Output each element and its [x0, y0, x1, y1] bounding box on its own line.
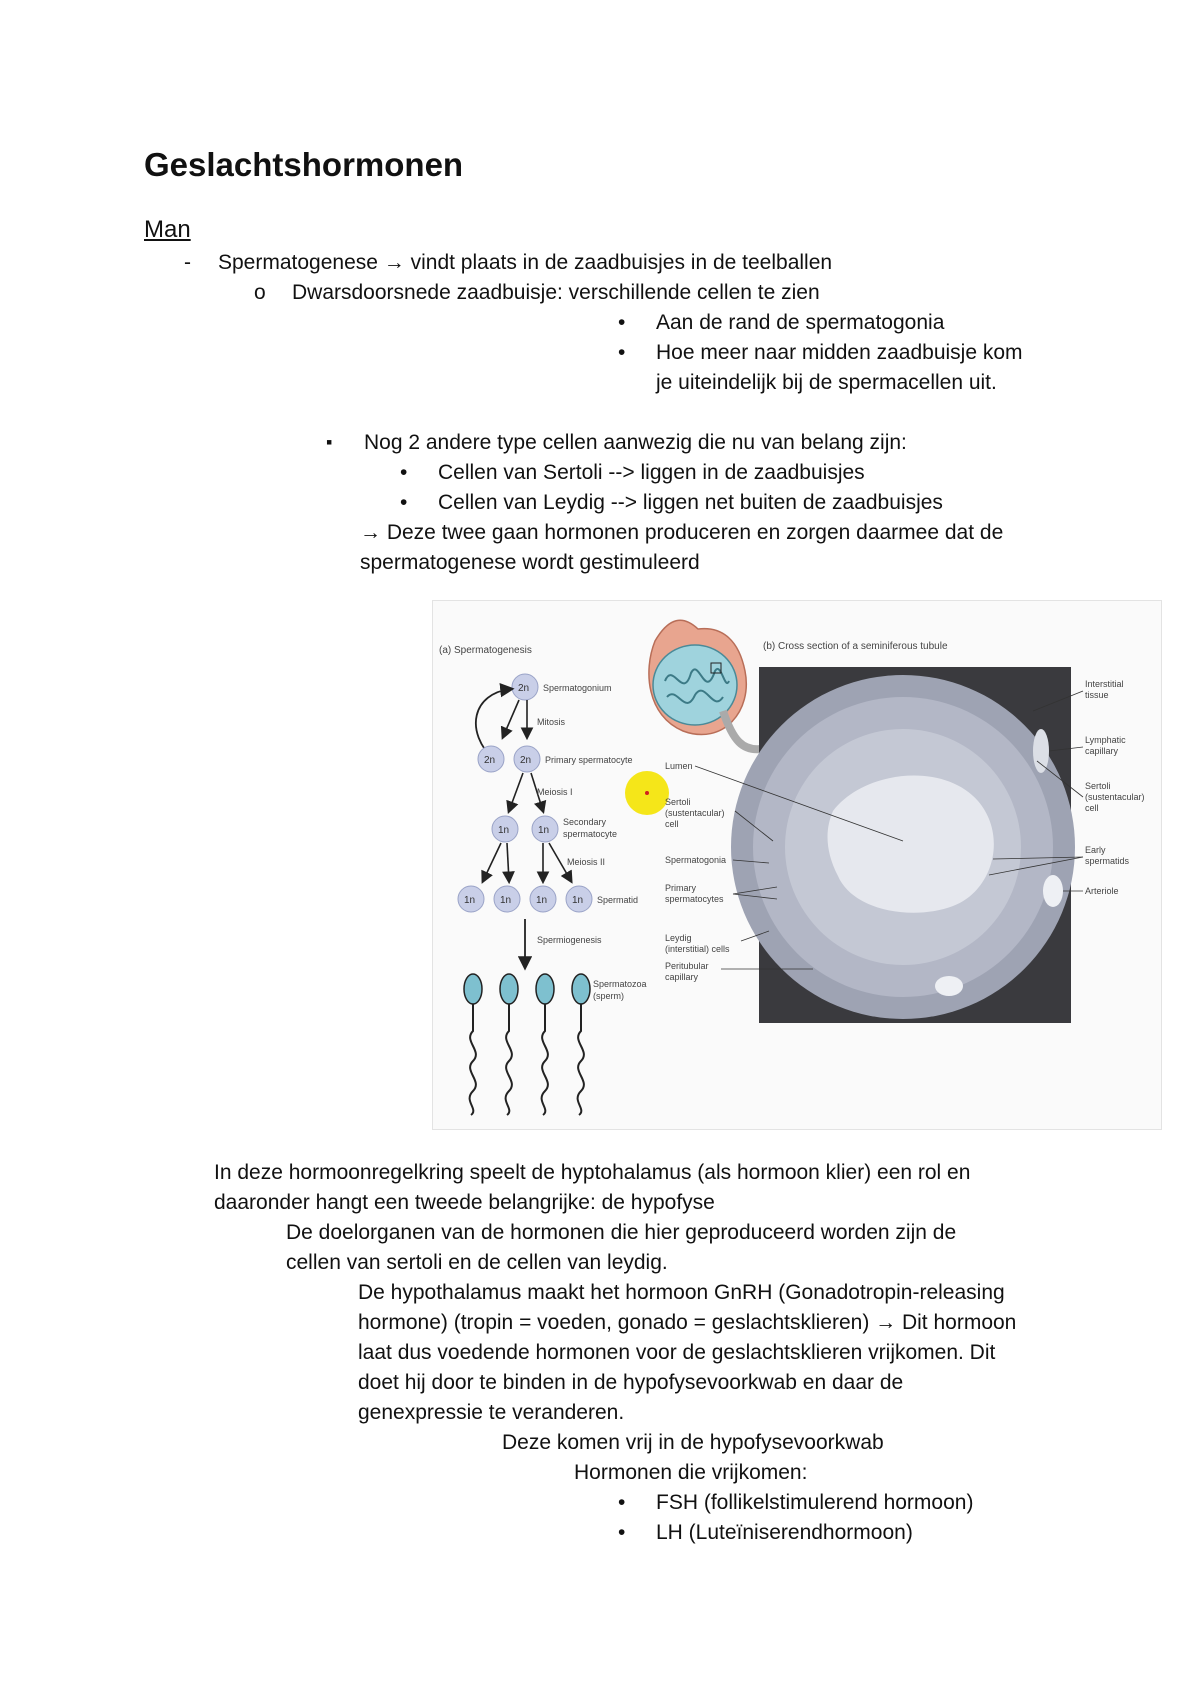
arrow-line-continuation: spermatogenese wordt gestimuleerd — [360, 551, 700, 574]
svg-text:Mitosis: Mitosis — [537, 717, 566, 727]
svg-text:2n: 2n — [484, 755, 496, 766]
svg-text:Leydig: Leydig — [665, 933, 692, 943]
svg-text:Spermiogenesis: Spermiogenesis — [537, 935, 602, 945]
section-heading: Man — [144, 216, 191, 243]
paragraph-line: Deze komen vrij in de hypofysevoorkwab — [502, 1431, 884, 1454]
svg-text:Meiosis II: Meiosis II — [567, 857, 606, 867]
svg-text:(sperm): (sperm) — [593, 991, 624, 1001]
figure-title-b: (b) Cross section of a seminiferous tubule — [763, 641, 948, 652]
svg-text:spermatocyte: spermatocyte — [563, 829, 618, 839]
paragraph-line: In deze hormoonregelkring speelt de hyptohalamus (als hormoon klier) een rol en — [214, 1161, 971, 1184]
svg-text:Spermatozoa: Spermatozoa — [593, 979, 647, 989]
paragraph-line: doet hij door te binden in de hypofysevoorkwab en daar de — [358, 1371, 904, 1394]
list-item: Cellen van Leydig --> liggen net buiten de zaadbuisjes — [438, 491, 943, 514]
list-item: Nog 2 andere type cellen aanwezig die nu van belang zijn: — [364, 431, 907, 454]
svg-text:Spermatogonium: Spermatogonium — [543, 683, 612, 693]
svg-text:Sertoli: Sertoli — [1085, 781, 1111, 791]
paragraph-line: De doelorganen van de hormonen die hier geproduceerd worden zijn de — [286, 1221, 957, 1244]
cross-section-micrograph — [731, 667, 1075, 1023]
svg-text:Spermatid: Spermatid — [597, 895, 639, 905]
spermatogenesis-figure — [432, 600, 1162, 1130]
svg-text:Early: Early — [1085, 845, 1106, 855]
dot-bullet: • — [618, 1491, 626, 1514]
svg-text:Secondary: Secondary — [563, 817, 607, 827]
svg-text:capillary: capillary — [665, 972, 699, 982]
svg-text:(sustentacular): (sustentacular) — [665, 808, 725, 818]
svg-text:Spermatogonia: Spermatogonia — [665, 855, 727, 865]
dash-bullet: - — [184, 251, 191, 274]
page-title: Geslachtshormonen — [144, 146, 464, 183]
svg-text:1n: 1n — [464, 895, 476, 906]
testis-drawing — [649, 620, 761, 749]
svg-text:1n: 1n — [536, 895, 548, 906]
circle-bullet: o — [254, 281, 266, 304]
svg-text:1n: 1n — [500, 895, 512, 906]
list-item: Cellen van Sertoli --> liggen in de zaadbuisjes — [438, 461, 865, 484]
svg-text:Peritubular: Peritubular — [665, 961, 709, 971]
svg-text:1n: 1n — [572, 895, 584, 906]
list-item: Aan de rand de spermatogonia — [656, 311, 945, 334]
svg-text:2n: 2n — [520, 755, 532, 766]
svg-text:Arteriole: Arteriole — [1085, 886, 1119, 896]
svg-text:Interstitial: Interstitial — [1085, 679, 1124, 689]
svg-text:cell: cell — [1085, 803, 1099, 813]
list-item: LH (Luteïniserendhormoon) — [656, 1521, 913, 1544]
svg-text:Lymphatic: Lymphatic — [1085, 735, 1126, 745]
paragraph-line: Hormonen die vrijkomen: — [574, 1461, 808, 1484]
dot-bullet: • — [400, 491, 408, 514]
list-item: Hoe meer naar midden zaadbuisje kom — [656, 341, 1023, 364]
svg-text:tissue: tissue — [1085, 690, 1109, 700]
spermatozoa-drawing — [464, 974, 590, 1115]
figure-title-a: (a) Spermatogenesis — [439, 645, 532, 656]
dot-bullet: • — [618, 1521, 626, 1544]
svg-text:1n: 1n — [498, 825, 510, 836]
svg-text:spermatids: spermatids — [1085, 856, 1130, 866]
arrow-line: → Deze twee gaan hormonen produceren en zorgen daarmee dat de — [360, 521, 1004, 544]
paragraph-line: laat dus voedende hormonen voor de geslachtsklieren vrijkomen. Dit — [358, 1341, 996, 1364]
svg-text:2n: 2n — [518, 683, 530, 694]
svg-text:1n: 1n — [538, 825, 550, 836]
svg-text:(interstitial) cells: (interstitial) cells — [665, 944, 730, 954]
svg-text:Meiosis I: Meiosis I — [537, 787, 573, 797]
paragraph-line: cellen van sertoli en de cellen van leydig. — [286, 1251, 668, 1274]
svg-text:(sustentacular): (sustentacular) — [1085, 792, 1145, 802]
dot-bullet: • — [618, 341, 626, 364]
svg-text:Primary: Primary — [665, 883, 696, 893]
spermatogenesis-diagram — [458, 674, 647, 1115]
svg-text:Lumen: Lumen — [665, 761, 693, 771]
paragraph-line: daaronder hangt een tweede belangrijke: de hypofyse — [214, 1191, 715, 1214]
svg-text:cell: cell — [665, 819, 679, 829]
list-item-continuation: je uiteindelijk bij de spermacellen uit. — [656, 371, 997, 394]
paragraph-line: hormone) (tropin = voeden, gonado = geslachtsklieren) → Dit hormoon — [358, 1311, 1017, 1334]
svg-text:Primary spermatocyte: Primary spermatocyte — [545, 755, 633, 765]
paragraph-line: De hypothalamus maakt het hormoon GnRH (Gonadotropin-releasing — [358, 1281, 1005, 1304]
svg-text:capillary: capillary — [1085, 746, 1119, 756]
list-item: Spermatogenese → vindt plaats in de zaadbuisjes in de teelballen — [218, 251, 833, 274]
list-item: FSH (follikelstimulerend hormoon) — [656, 1491, 974, 1514]
paragraph-line: genexpressie te veranderen. — [358, 1401, 625, 1424]
dot-bullet: • — [400, 461, 408, 484]
svg-text:Sertoli: Sertoli — [665, 797, 691, 807]
square-bullet: ▪ — [326, 432, 333, 452]
list-item: Dwarsdoorsnede zaadbuisje: verschillende cellen te zien — [292, 281, 820, 304]
svg-text:spermatocytes: spermatocytes — [665, 894, 724, 904]
dot-bullet: • — [618, 311, 626, 334]
